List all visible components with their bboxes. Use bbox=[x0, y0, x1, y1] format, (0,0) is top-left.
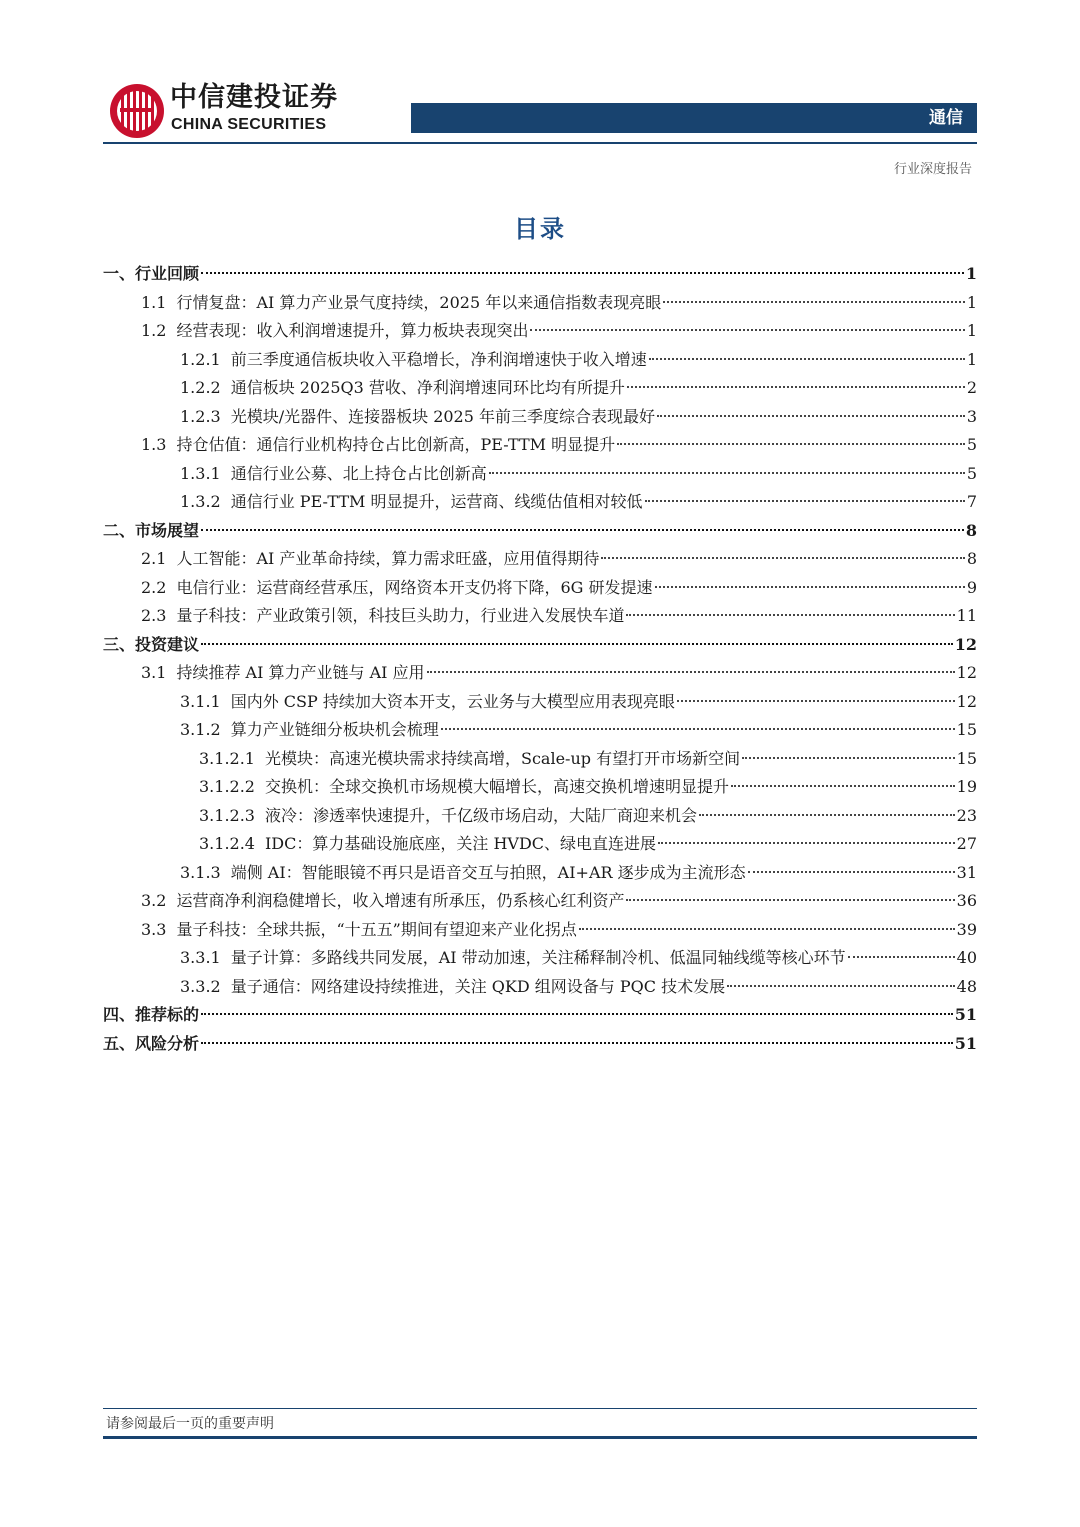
toc-leader-dots bbox=[201, 1013, 953, 1015]
toc-entry[interactable] bbox=[199, 745, 977, 773]
brand-name-en: CHINA SECURITIES bbox=[171, 116, 327, 133]
toc-leader-dots bbox=[627, 386, 965, 388]
footer-disclaimer: 请参阅最后一页的重要声明 bbox=[106, 1416, 274, 1432]
toc-entry-title: 二、市场展望 bbox=[103, 520, 200, 540]
toc-entry-number: 3.1.1 bbox=[180, 691, 221, 711]
toc-leader-dots bbox=[489, 472, 965, 474]
toc-leader-dots bbox=[617, 443, 965, 445]
toc-page-number: 8 bbox=[966, 549, 977, 568]
toc-entry-title: 通信板块 2025Q3 营收、净利润增速同环比均有所提升 bbox=[230, 378, 625, 397]
toc-leader-dots bbox=[658, 842, 955, 844]
toc-entry-title: 经营表现：收入利润增速提升，算力板块表现突出 bbox=[176, 321, 529, 340]
toc-entry-number: 1.1 bbox=[141, 292, 167, 312]
toc-entry-title: 行情复盘：AI 算力产业景气度持续，2025 年以来通信指数表现亮眼 bbox=[176, 292, 662, 312]
toc-entry-number: 3.1.2 bbox=[180, 720, 221, 739]
toc-entry-title: 端侧 AI：智能眼镜不再只是语音交互与拍照，AI+AR 逐步成为主流形态 bbox=[230, 862, 746, 882]
toc-page-number: 8 bbox=[965, 520, 977, 540]
toc-page-number: 12 bbox=[956, 663, 977, 682]
toc-entry-number: 3.1.2.4 bbox=[199, 834, 255, 853]
toc-leader-dots bbox=[649, 358, 965, 360]
toc-leader-dots bbox=[742, 757, 955, 759]
toc-leader-dots bbox=[677, 700, 955, 702]
toc-entry-title: 国内外 CSP 持续加大资本开支，云业务与大模型应用表现亮眼 bbox=[230, 691, 675, 711]
toc-page-number: 31 bbox=[956, 862, 977, 882]
toc-page-number: 1 bbox=[966, 349, 977, 369]
toc-page-number: 7 bbox=[966, 492, 977, 511]
toc-entry-number: 1.2.3 bbox=[180, 406, 221, 426]
toc-entry[interactable] bbox=[180, 374, 977, 402]
toc-leader-dots bbox=[655, 586, 965, 588]
toc-page-number: 27 bbox=[956, 834, 977, 853]
brand-name-cn: 中信建投证券 bbox=[170, 82, 338, 113]
toc-entry-number: 1.2 bbox=[141, 321, 167, 340]
toc-entry-title: 持续推荐 AI 算力产业链与 AI 应用 bbox=[176, 663, 425, 682]
toc-leader-dots bbox=[601, 557, 964, 559]
toc-page-number: 2 bbox=[966, 378, 977, 397]
toc-entry-number: 2.1 bbox=[141, 549, 167, 568]
toc-entry[interactable] bbox=[180, 460, 977, 488]
footer-divider-bottom bbox=[103, 1436, 977, 1439]
toc-entry-number: 3.1.2.1 bbox=[199, 748, 255, 768]
toc-entry[interactable] bbox=[141, 602, 977, 630]
toc-leader-dots bbox=[201, 643, 953, 645]
toc-page-number: 12 bbox=[954, 634, 977, 654]
toc-leader-dots bbox=[201, 272, 964, 274]
toc-page-number: 40 bbox=[956, 948, 977, 967]
toc-entry-title: 光模块：高速光模块需求持续高增，Scale-up 有望打开市场新空间 bbox=[264, 748, 741, 768]
toc-entry-number: 3.1.2.3 bbox=[199, 805, 255, 825]
toc-entry-title: 一、行业回顾 bbox=[103, 264, 200, 283]
toc-entry[interactable] bbox=[180, 716, 977, 744]
toc-page-number: 48 bbox=[956, 976, 977, 996]
toc-entry[interactable] bbox=[103, 631, 977, 659]
toc-entry-number: 3.1.3 bbox=[180, 862, 221, 882]
toc-entry-number: 3.3 bbox=[141, 919, 167, 939]
toc-entry-title: 前三季度通信板块收入平稳增长，净利润增速快于收入增速 bbox=[230, 349, 647, 369]
toc-page-number: 51 bbox=[954, 1005, 977, 1024]
toc-page-number: 36 bbox=[956, 891, 977, 910]
toc-entry[interactable] bbox=[199, 773, 977, 801]
toc-entry-title: 液冷：渗透率快速提升，千亿级市场启动，大陆厂商迎来机会 bbox=[264, 805, 697, 825]
toc-entry-title: 交换机：全球交换机市场规模大幅增长，高速交换机增速明显提升 bbox=[264, 777, 729, 796]
toc-entry[interactable] bbox=[141, 431, 977, 459]
sector-label: 通信 bbox=[929, 108, 963, 128]
toc-leader-dots bbox=[626, 899, 954, 901]
toc-entry[interactable] bbox=[180, 403, 977, 431]
toc-entry[interactable] bbox=[103, 260, 977, 288]
toc-leader-dots bbox=[427, 671, 955, 673]
toc-page-number: 5 bbox=[966, 463, 977, 483]
toc-entry[interactable] bbox=[199, 830, 977, 858]
toc-leader-dots bbox=[201, 1042, 953, 1044]
toc-entry-number: 1.3.2 bbox=[180, 492, 221, 511]
toc-leader-dots bbox=[579, 928, 955, 930]
toc-entry-number: 1.2.2 bbox=[180, 378, 221, 397]
toc-entry-title: 通信行业 PE-TTM 明显提升，运营商、线缆估值相对较低 bbox=[230, 492, 643, 511]
toc-entry-title: 人工智能：AI 产业革命持续，算力需求旺盛，应用值得期待 bbox=[176, 549, 600, 568]
toc-entry-title: 光模块/光器件、连接器板块 2025 年前三季度综合表现最好 bbox=[230, 406, 656, 426]
toc-page-number: 15 bbox=[956, 720, 977, 739]
toc-entry[interactable] bbox=[180, 488, 977, 516]
toc-leader-dots bbox=[645, 500, 965, 502]
toc-entry[interactable] bbox=[180, 944, 977, 972]
toc-page-number: 39 bbox=[956, 919, 977, 939]
toc-entry-number: 2.3 bbox=[141, 606, 167, 625]
toc-entry-title: 电信行业：运营商经营承压，网络资本开支仍将下降，6G 研发提速 bbox=[176, 577, 653, 597]
sector-banner bbox=[411, 103, 977, 133]
toc-page-number: 1 bbox=[966, 292, 977, 312]
toc-entry-number: 1.3.1 bbox=[180, 463, 221, 483]
toc-entry[interactable] bbox=[180, 973, 977, 1001]
toc-page-number: 19 bbox=[956, 777, 977, 796]
toc-entry[interactable] bbox=[103, 517, 977, 545]
toc-entry-title: 五、风险分析 bbox=[103, 1033, 200, 1053]
toc-entry-number: 3.1.2.2 bbox=[199, 777, 255, 796]
toc-entry[interactable] bbox=[141, 317, 977, 345]
toc-entry[interactable] bbox=[141, 916, 977, 944]
toc-entry[interactable] bbox=[103, 1030, 977, 1058]
company-logo bbox=[108, 82, 166, 140]
toc-entry[interactable] bbox=[141, 659, 977, 687]
toc-leader-dots bbox=[748, 871, 955, 873]
header-divider bbox=[103, 142, 977, 144]
toc-leader-dots bbox=[848, 956, 955, 958]
toc-entry[interactable] bbox=[180, 859, 977, 887]
toc-entry-number: 3.3.2 bbox=[180, 976, 221, 996]
toc-entry-title: 通信行业公募、北上持仓占比创新高 bbox=[230, 463, 487, 483]
toc-entry-title: 运营商净利润稳健增长，收入增速有所承压，仍系核心红利资产 bbox=[176, 891, 625, 910]
toc-leader-dots bbox=[441, 728, 955, 730]
toc-page-number: 15 bbox=[956, 748, 977, 768]
toc-entry-number: 2.2 bbox=[141, 577, 167, 597]
toc-entry-number: 3.1 bbox=[141, 663, 167, 682]
report-type: 行业深度报告 bbox=[893, 162, 972, 177]
toc-page-number: 12 bbox=[956, 691, 977, 711]
toc-entry-title: 量子科技：产业政策引领，科技巨头助力，行业进入发展快车道 bbox=[176, 606, 625, 625]
toc-leader-dots bbox=[201, 529, 964, 531]
footer-divider-top bbox=[103, 1408, 977, 1409]
toc-entry-title: 量子通信：网络建设持续推进，关注 QKD 组网设备与 PQC 技术发展 bbox=[230, 976, 726, 996]
toc-entry-number: 1.2.1 bbox=[180, 349, 221, 369]
toc-leader-dots bbox=[663, 301, 965, 303]
toc-entry-number: 3.2 bbox=[141, 891, 167, 910]
toc-entry[interactable] bbox=[199, 802, 977, 830]
toc-entry-title: 算力产业链细分板块机会梳理 bbox=[230, 720, 439, 739]
toc-leader-dots bbox=[626, 614, 954, 616]
toc-entry-title: 四、推荐标的 bbox=[103, 1005, 200, 1024]
toc-leader-dots bbox=[727, 985, 955, 987]
toc-page-number: 11 bbox=[956, 606, 977, 625]
toc-entry[interactable] bbox=[141, 574, 977, 602]
toc-leader-dots bbox=[699, 814, 955, 816]
toc-leader-dots bbox=[657, 415, 965, 417]
toc-leader-dots bbox=[731, 785, 955, 787]
toc-page-number: 23 bbox=[956, 805, 977, 825]
toc-page-number: 3 bbox=[966, 406, 977, 426]
toc-entry-title: IDC：算力基础设施底座，关注 HVDC、绿电直连进展 bbox=[264, 834, 657, 853]
toc-leader-dots bbox=[530, 329, 964, 331]
toc-entry-title: 三、投资建议 bbox=[103, 634, 200, 654]
toc-page-number: 5 bbox=[966, 435, 977, 454]
toc-entry[interactable] bbox=[180, 346, 977, 374]
toc-title: 目录 bbox=[514, 215, 566, 243]
toc-entry[interactable] bbox=[141, 289, 977, 317]
toc-entry[interactable] bbox=[141, 545, 977, 573]
toc-page-number: 51 bbox=[954, 1033, 977, 1053]
toc-entry-number: 3.3.1 bbox=[180, 948, 221, 967]
toc-entry[interactable] bbox=[103, 1001, 977, 1029]
toc-page-number: 1 bbox=[965, 264, 977, 283]
toc-entry-title: 量子计算：多路线共同发展，AI 带动加速，关注稀释制冷机、低温同轴线缆等核心环节 bbox=[230, 948, 846, 967]
toc-entry-title: 持仓估值：通信行业机构持仓占比创新高，PE-TTM 明显提升 bbox=[176, 435, 616, 454]
toc-page-number: 9 bbox=[966, 577, 977, 597]
toc-page-number: 1 bbox=[966, 321, 977, 340]
toc-entry-number: 1.3 bbox=[141, 435, 167, 454]
toc-entry[interactable] bbox=[141, 887, 977, 915]
toc-entry-title: 量子科技：全球共振，“十五五”期间有望迎来产业化拐点 bbox=[176, 919, 577, 939]
toc-entry[interactable] bbox=[180, 688, 977, 716]
